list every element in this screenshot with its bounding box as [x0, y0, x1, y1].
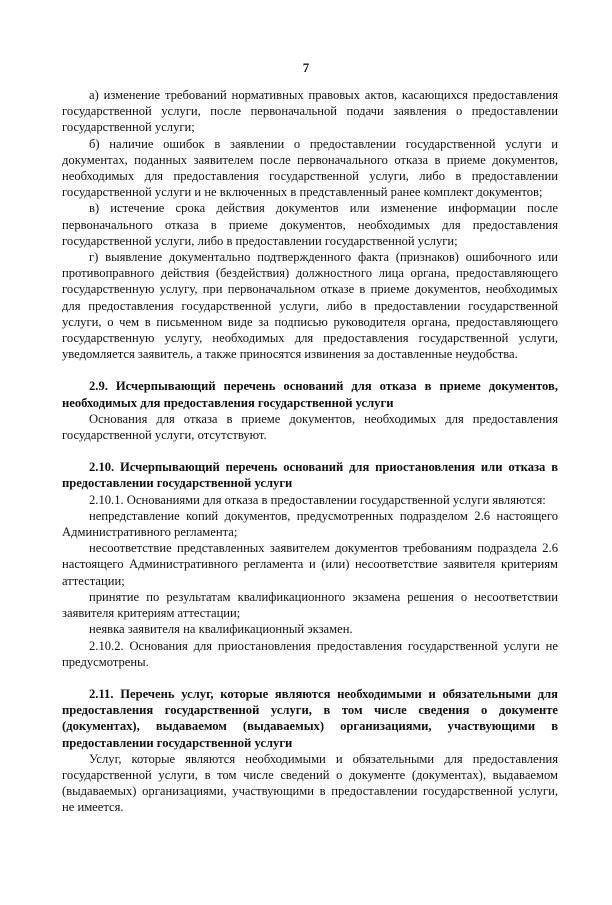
paragraph-a: а) изменение требований нормативных правовых актов, касающихся предоставления государственной услуги, после первоначальной подачи заявления о предоставлении государственной услуги; [62, 88, 558, 135]
paragraph-g: г) выявление документально подтвержденного факта (признаков) ошибочного или противоправного действия (бездействия) должностного лица органа, предоставляющего государственную услугу, при первоначальном отказе в приеме документов, необходимых для предоставления государственной услуги, либо в предоставлении государственной услуги, о чем в письменном виде за подписью руководителя органа, предоставляющего государственную услугу, необходимых для предоставления государственной услуги, уведомляется заявитель, а также приносятся извинения за доставленные неудобства. [62, 250, 558, 362]
reason-exam-decision: принятие по результатам квалификационного экзамена решения о несоответствии заявителя критериям аттестации; [62, 589, 558, 621]
section-2-11-text: Услуг, которые являются необходимыми и обязательными для предоставления государственной услуги, в том числе сведений о документе (документах), выдаваемом (выдаваемых) организациями, участвующими в предоставлении государственной услуги, не имеется. [62, 751, 558, 815]
paragraph-b: б) наличие ошибок в заявлении о предоставлении государственной услуги и документах, поданных заявителем после первоначального отказа в приеме документов, необходимых для предоставления государственной услуги, либо в предоставлении государственной услуги и не включенных в представленный ранее комплект документов; [62, 136, 558, 200]
section-heading-2-9: 2.9. Исчерпывающий перечень оснований для отказа в приеме документов, необходимых для предоставления государственной услуги [62, 379, 558, 410]
reason-no-show: неявка заявителя на квалификационный экзамен. [89, 622, 353, 637]
section-2-9-text: Основания для отказа в приеме документов, необходимых для предоставления государственной услуги, отсутствуют. [62, 411, 558, 443]
section-2-10-2-text: 2.10.2. Основания для приостановления предоставления государственной услуги не предусмотрены. [62, 638, 558, 669]
section-heading-2-10: 2.10. Исчерпывающий перечень оснований для приостановления или отказа в предоставлении государственной услуги [62, 460, 558, 491]
reason-nonsubmission: непредставление копий документов, предусмотренных подразделом 2.6 настоящего Административного регламента; [62, 508, 558, 540]
document-body [62, 87, 558, 816]
reason-noncompliance: несоответствие представленных заявителем документов требованиям подраздела 2.6 настоящего Административного регламента и (или) несоответствие заявителя критериям аттестации; [62, 541, 558, 588]
page-number: 7 [302, 60, 310, 75]
section-2-10-1-text: 2.10.1. Основаниями для отказа в предоставлении государственной услуги являются: [89, 492, 546, 507]
paragraph-v: в) истечение срока действия документов или изменение информации после первоначального отказа в приеме документов, необходимых для предоставления государственной услуги, либо в предоставлении государственной услуги; [62, 201, 558, 248]
section-heading-2-11: 2.11. Перечень услуг, которые являются необходимыми и обязательными для предоставления государственной услуги, в том числе сведения о документе (документах), выдаваемом (выдаваемых) организациями, участвующими в предоставлении государственной услуги [62, 686, 558, 750]
